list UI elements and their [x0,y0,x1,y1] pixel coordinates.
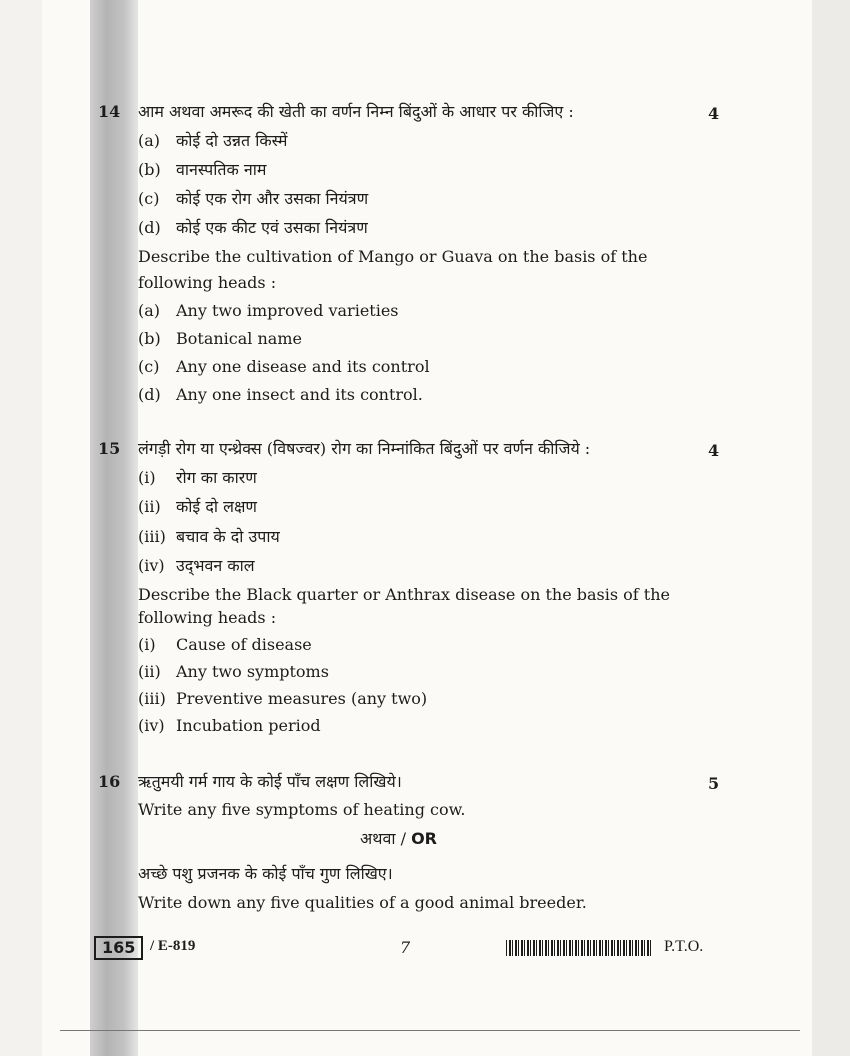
list-item: (a) कोई दो उन्नत किस्में [138,131,288,150]
page-edge [812,0,850,1056]
question-number-16: 16 [98,772,121,791]
or-separator: अथवा / OR [360,829,437,848]
q15-hindi-stem: लंगड़ी रोग या एन्थ्रेक्स (विषज्वर) रोग का निम्नांकित बिंदुओं पर वर्णन कीजिये : [138,439,591,458]
question-number-15: 15 [98,439,121,458]
list-item: (iv) उद्‌भवन काल [138,556,255,575]
q16-alt-english: Write down any five qualities of a good animal breeder. [138,893,587,912]
barcode-icon [506,940,652,956]
bottom-rule [60,1030,800,1031]
list-item: (c) कोई एक रोग और उसका नियंत्रण [138,189,369,208]
q15-english-stem: Describe the Black quarter or Anthrax disease on the basis of the [138,585,671,604]
q16-alt-hindi: अच्छे पशु प्रजनक के कोई पाँच गुण लिखिए। [138,864,393,883]
list-item: (a) Any two improved varieties [138,301,399,320]
q16-english-line: Write any five symptoms of heating cow. [138,800,466,819]
q14-english-stem: Describe the cultivation of Mango or Guava on the basis of the [138,247,648,266]
q14-english-stem-cont: following heads : [138,273,277,292]
question-marks-15: 4 [708,441,720,460]
q15-english-stem-cont: following heads : [138,608,277,627]
list-item: (ii) कोई दो लक्षण [138,497,257,516]
q14-hindi-stem: आम अथवा अमरूद की खेती का वर्णन निम्न बिंदुओं के आधार पर कीजिए : [138,102,574,121]
list-item: (d) Any one insect and its control. [138,385,423,404]
q16-hindi-line: ऋतुमयी गर्म गाय के कोई पाँच लक्षण लिखिये। [138,772,402,791]
list-item: (ii) Any two symptoms [138,662,329,681]
list-item: (c) Any one disease and its control [138,357,430,376]
list-item: (b) Botanical name [138,329,302,348]
list-item: (i) रोग का कारण [138,468,257,487]
list-item: (iii) बचाव के दो उपाय [138,527,280,546]
list-item: (i) Cause of disease [138,635,312,654]
question-marks-16: 5 [708,774,720,793]
page-number: 7 [400,938,411,957]
question-number-14: 14 [98,102,121,121]
list-item: (iii) Preventive measures (any two) [138,689,428,708]
footer-paper-code: / E-819 [150,938,196,954]
list-item: (b) वानस्पतिक नाम [138,160,267,179]
pto-label: P.T.O. [664,938,704,955]
list-item: (iv) Incubation period [138,716,321,735]
list-item: (d) कोई एक कीट एवं उसका नियंत्रण [138,218,368,237]
question-marks-14: 4 [708,104,720,123]
footer-box-code: 165 [94,936,143,960]
binding-shadow [90,0,138,1056]
